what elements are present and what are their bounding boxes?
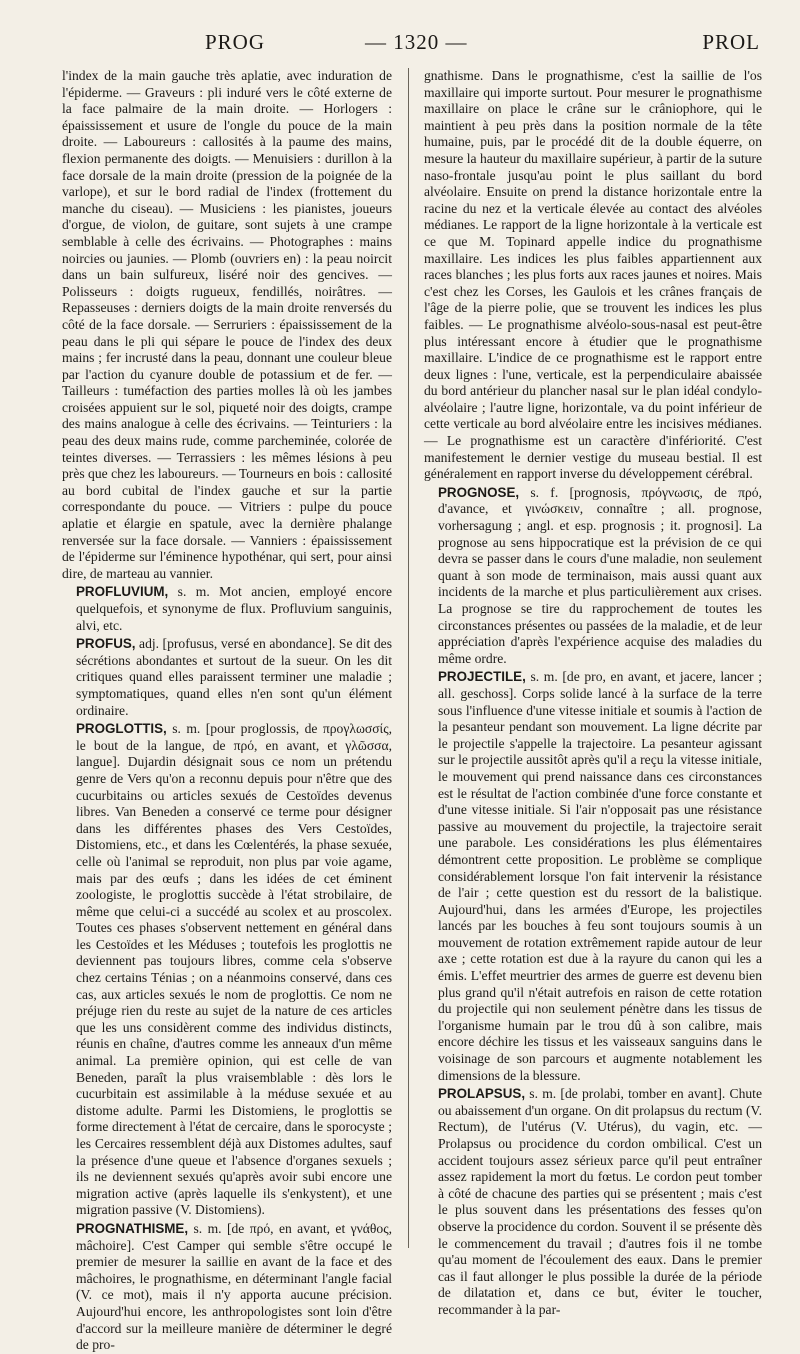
column-divider	[408, 68, 409, 1248]
entry-definition: s. m. [de pro, en avant, et jacere, lancer ; all. geschoss]. Corps solide lancé à la surface de la terre sous l'influence d'une vitesse initiale et soumis à l'action de la pesanteur pendant son mouvement. La ligne décrite par le projectile s'appelle la trajectoire. La pesanteur agissant sur le projectile aussitôt après qu'il a reçu la vitesse initiale, le mouvement qui prend naissance dans ces circonstances est le résultat de l'action combinée d'une force constante et d'une vitesse initiale. Si l'air n'opposait pas une résistance passive au mouvement du projectile, la trajectoire serait une parabole. Les considérations les plus élémentaires démontrent cette proposition. Le problème se complique considérablement lorsque l'on fait intervenir la résistance de l'air ; cette question est du ressort de la balistique. Aujourd'hui, dans les armées d'Europe, les projectiles lancés par les bouches à feu sont toujours soumis à un mouvement de rotation extrêmement rapide autour de leur axe ; cette rotation est due à la rayure du canon qui les a émis. L'effet meurtrier des armes de guerre est devenu bien plus grand qu'il n'était autrefois en raison de cette rotation du projectile qui non seulement pénètre dans les tissus de l'organisme humain par le trou dû à son calibre, mais encore déchire les tissus et les vaisseaux sanguins dans le voisinage de son parcours et augmente notablement les dimensions de la blessure.	[438, 669, 762, 1083]
right-column	[424, 68, 762, 1319]
entry-definition: s. m. [de πρό, en avant, et γνάθος, mâchoire]. C'est Camper qui semble s'être occupé le premier de mesurer la saillie en avant de la face et des mâchoires, le prognathisme, en déterminant l'angle facial (V. ce mot), mais il n'y apporta aucune précision. Aujourd'hui encore, les anthropologistes sont loin d'être d'accord sur la meilleure manière de déterminer le degré de pro-	[76, 1220, 392, 1353]
entry-definition: s. m. [pour proglossis, de προγλωσσίς, le bout de la langue, de πρό, en avant, et γλῶσσα, langue]. Dujardin désignait sous ce nom un prétendu genre de Vers qu'on a reconnu depuis pour n'être que des cucurbitains ou articles sexués de Cestoïdes devenus libres. Van Beneden a conservé ce terme pour désigner dans les différentes phases des Vers Cestoïdes, Distomiens, etc., et dans les Cœlentérés, la phase sexuée, celle où l'animal se reproduit, non plus par voie agame, mais par des œufs ; dans les idées de cet éminent zoologiste, le proglottis succède à l'état strobilaire, de même que celui-ci a succédé au scolex et au proscolex. Toutes ces phases s'observent nettement en général dans les Cestoïdes et les Méduses ; toutefois les proglottis ne deviennent pas toujours libres, comme cela s'observe chez certains Ténias ; on a néanmoins conservé, dans ces cas, aux articles sexués le nom de proglottis. Ce nom ne préjuge rien du reste au sujet de la nature de ces articles que les uns considèrent comme des individus distincts, réunis en chaîne, d'autres comme les anneaux d'un même animal. La première opinion, qui est celle de van Beneden, paraît la plus vraisemblable : dès lors le cucurbitain est assimilable à la méduse sexuée et au distome adulte. Parmi les Distomiens, le proglottis se forme directement à l'état de cercaire, dans le sporocyste ; les Cercaires ressemblent déjà aux Distomes adultes, sauf la présence d'une queue et l'absence d'organes sexuels ; ils ne deviennent sexués qu'après avoir subi encore une migration active (après laquelle ils s'enkystent), et une migration passive (V. Distomiens).	[76, 721, 392, 1218]
entry-headword: PROFLUVIUM,	[76, 584, 169, 600]
page-header	[70, 30, 760, 70]
entry-headword: PROGNATHISME,	[76, 1220, 189, 1236]
continued-paragraph: gnathisme. Dans le prognathisme, c'est la saillie de l'os maxillaire qui importe surtout. Pour mesurer le prognathisme maxillaire on place le crâne sur le crâniophore, qui le maintient à peu près dans la position normale de la tête humaine, puis, par le procédé dit de la double équerre, on mesure la hauteur du maxillaire supérieur, à partir de la suture naso-frontale jusqu'au point le plus saillant du bord alvéolaire. Ensuite on prend la distance horizontale entre la racine du nez et la verticale élevée au contact des alvéoles médianes. Le rapport de la ligne horizontale à la verticale est ce que M. Topinard appelle indice du prognathisme maxillaire. Les indices les plus faibles appartiennent aux races blanches ; les plus forts aux races jaunes et noires. Mais c'est chez les Corses, les Gaulois et les crânes français de l'âge de la pierre polie, que se trouvent les indices les plus faibles. — Le prognathisme alvéolo-sous-nasal est peut-être plus intéressant encore à étudier que le prognathisme maxillaire. L'indice de ce prognathisme est le rapport entre deux lignes : l'une, verticale, est la perpendiculaire abaissée du bord antérieur du plancher nasal sur le plan idéal condylo-alvéolaire ; l'autre ligne, horizontale, va du point inférieur de cette verticale au bord alvéolaire entre les incisives médianes. — Le prognathisme est un caractère d'infériorité. C'est manifestement le dernier vestige du museau bestial. Il est généralement en rapport inverse du développement cérébral.	[424, 68, 762, 482]
header-right-word: PROL	[702, 30, 760, 54]
entry-headword: PROLAPSUS,	[438, 1086, 526, 1102]
left-column	[62, 68, 392, 1354]
entry-headword: PROFUS,	[76, 636, 136, 652]
header-left-word: PROG	[205, 30, 266, 54]
entry-proglottis	[62, 721, 392, 1219]
entry-profluvium	[62, 584, 392, 634]
page-number: — 1320 —	[365, 30, 468, 54]
entry-definition: s. m. Mot ancien, employé encore quelquefois, et synonyme de flux. Profluvium sanguinis, alvi, etc.	[76, 584, 392, 633]
entry-headword: PROGLOTTIS,	[76, 721, 167, 737]
entry-profus	[62, 636, 392, 719]
entry-prognose	[424, 485, 762, 668]
entry-definition: s. m. [de prolabi, tomber en avant]. Chute ou abaissement d'un organe. On dit prolapsus du rectum (V. Rectum), de l'utérus (V. Utérus), du vagin, etc. — Prolapsus ou procidence du cordon ombilical. C'est un accident toujours assez sérieux parce qu'il peut entraîner assez rapidement la mort du fœtus. Le cordon peut tomber à côté de chacune des parties qui se présentent ; mais c'est le plus souvent dans les présentations des fesses qu'on observe la procidence du cordon. Souvent il se présente dès le commencement du travail ; d'autres fois il ne tombe qu'au moment de l'écoulement des eaux. Dans le premier cas il faut allonger le plus possible la durée de la période de dilatation et, dans ce but, éviter le toucher, recommander à la par-	[438, 1086, 762, 1317]
entry-headword: PROGNOSE,	[438, 484, 520, 500]
entry-definition: adj. [profusus, versé en abondance]. Se dit des sécrétions abondantes et surtout de la sueur. On les dit critiques quand elles paraissent terminer une maladie ; symptomatiques, quand elles n'en sont qu'un élément ordinaire.	[76, 636, 392, 718]
entry-prolapsus	[424, 1086, 762, 1318]
entry-prognathisme	[62, 1221, 392, 1354]
entry-definition: s. f. [prognosis, πρόγνωσις, de πρό, d'avance, et γινώσκειν, connaître ; all. prognose, vorhersagung ; angl. et esp. prognosis ; it. prognosi]. La prognose au sens hippocratique est la prévision de ce qui devra se passer dans le cours d'une maladie, non seulement quant à son mode de terminaison, mais aussi quant aux incidents de la marche et plus particulièrement aux crises. La prognose se tire du rapprochement de toutes les circonstances présentes ou passées de la maladie, et de leur appréciation d'après l'expérience acquise des maladies du même ordre.	[438, 484, 762, 666]
entry-projectile	[424, 669, 762, 1084]
entry-headword: PROJECTILE,	[438, 669, 526, 685]
continued-paragraph: l'index de la main gauche très aplatie, avec induration de l'épiderme. — Graveurs : pli induré vers le côté externe de la face palmaire de la main droite. — Horlogers : épaississement et usure de l'ongle du pouce de la main droite. — Laboureurs : callosités à la paume des mains, flexion permanente des doigts. — Menuisiers : durillon à la face dorsale de la main droite (pression de la poignée de la varlope), et sur le bord radial de l'index (frottement du manche du ciseau). — Musiciens : les pianistes, joueurs d'orgue, de violon, de guitare, sont sujets à une crampe semblable à celle des écrivains. — Photographes : mains noircies ou jaunies. — Plomb (ouvriers en) : la peau noircit dans un bain sulfureux, liséré noir des gencives. — Polisseurs : doigts rugueux, fendillés, noirâtres. — Repasseuses : derniers doigts de la main droite renversés du côté de la face dorsale. — Serruriers : épaississement de la peau dans le pli qui sépare le pouce de l'index des deux mains ; fer incrusté dans la peau, donnant une couleur bleue par l'action du cyanure double de potassium et de fer. — Tailleurs : tuméfaction des parties molles là où les jambes croisées appuient sur le sol, piqueté noir des doigts, crampe des mains analogue à celle des écrivains. — Teinturiers : la peau des deux mains rude, comme parcheminée, colorée de teintes diverses. — Terrassiers : les mêmes lésions à peu près que chez les laboureurs. — Tourneurs en bois : callosité au bord cubital de l'index gauche et sur la partie correspondante du pouce. — Vitriers : pulpe du pouce aplatie et élargie en spatule, avec la dernière phalange renversée sur la face dorsale. — Vanniers : épaississement de l'épiderme sur l'éminence hypothénar, qui sert, pour ainsi dire, de marteau au vannier.	[62, 68, 392, 581]
